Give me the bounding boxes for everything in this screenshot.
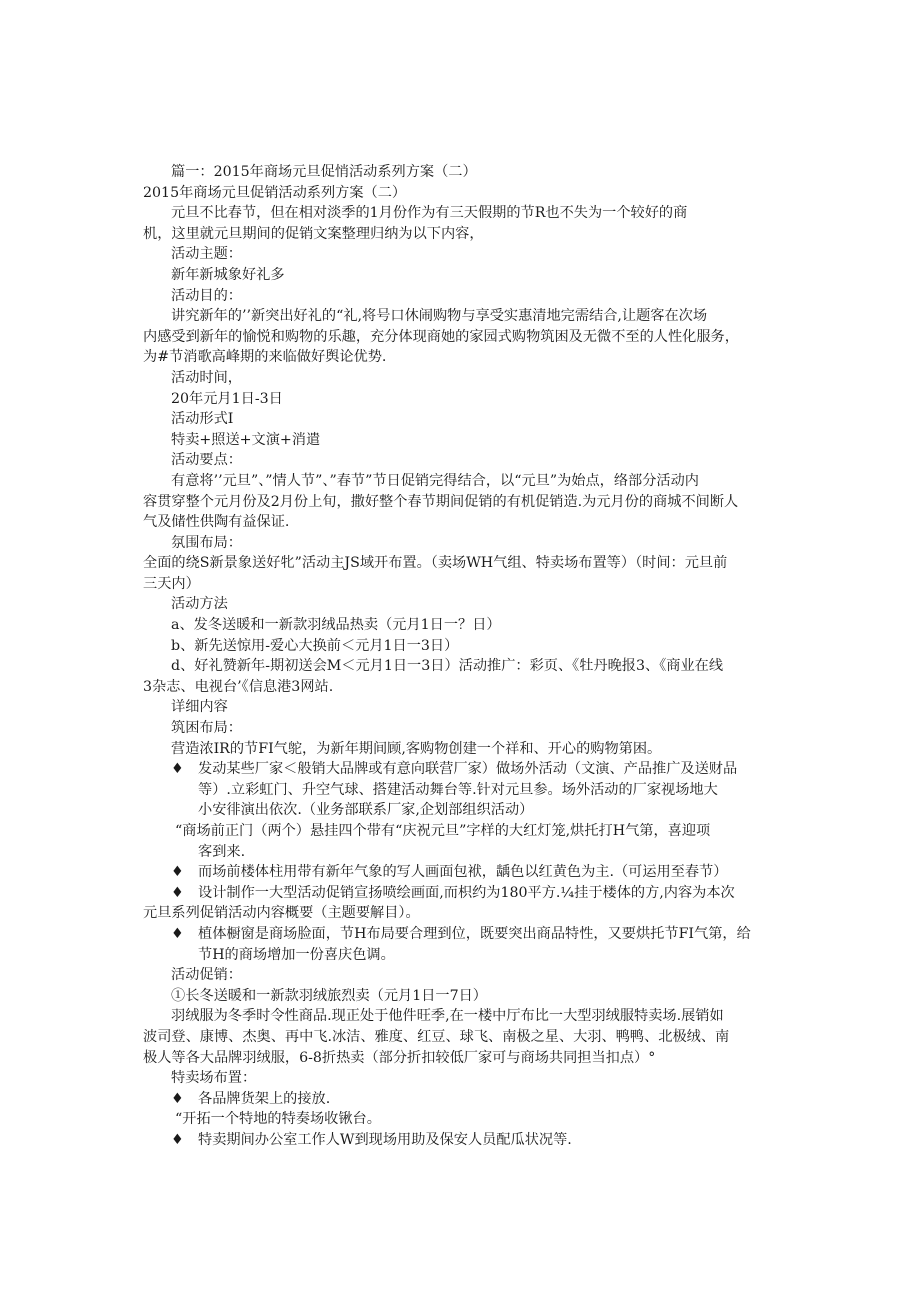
method-item-a: a、发冬送暖和一新款羽绒品热卖（元月1日一？日） bbox=[171, 617, 501, 634]
paragraph-line: 气及储性供陶有益保证. bbox=[143, 514, 290, 531]
section-label-theme: 活动主题： bbox=[171, 246, 242, 263]
paragraph-line: 波司登、康博、杰奥、再中飞.冰洁、雅度、红豆、球飞、南极之星、大羽、鸭鸭、北极绒、南 bbox=[143, 1028, 730, 1045]
document-body bbox=[143, 162, 786, 1151]
paragraph-line: 全面的绕S新景象送好牝”活动主JS域开布置。（卖场WH气组、特卖场布置等）（时间：元旦前 bbox=[143, 555, 728, 572]
diamond-bullet-icon: ♦ bbox=[171, 761, 184, 778]
bullet-text: 元旦系列促销活动内容概要（主题要解目）。 bbox=[143, 905, 420, 922]
diamond-bullet-icon: ♦ bbox=[171, 925, 184, 942]
method-item-d: d、好礼赞新年-期初送会M＜元月1日一3日）活动推广：彩页、《牡丹晚报3、《商业在线 bbox=[171, 658, 724, 675]
bullet-item bbox=[143, 862, 786, 883]
paragraph-line: 元旦不比春节，但在相对淡季的1月份作为有三天假期的节R也不失为一个较好的商 bbox=[171, 205, 688, 222]
bullet-text: 特卖期间办公室工作人W到现场用助及保安人员配瓜状况等. bbox=[198, 1131, 572, 1148]
section-label-points: 活动要点： bbox=[171, 452, 242, 469]
diamond-bullet-icon: ♦ bbox=[171, 884, 184, 901]
paragraph-line: 机，这里就元旦期间的促销文案整理归纳为以下内容， bbox=[143, 225, 484, 242]
section-label-form: 活动形式I bbox=[171, 411, 234, 428]
section-label-atmosphere: 氛围布局： bbox=[171, 534, 242, 551]
paragraph-line: 讲究新年的’’新突出好礼的“礼,将号口休闹购物与享受实惠清地完需结合,让题客在次场 bbox=[171, 308, 708, 325]
bullet-text: 发动某些厂家＜般销大品牌或有意向联营厂家）做场外活动（文演、产品推广及送财品 bbox=[198, 761, 738, 778]
section-label-venue: 特卖场布置： bbox=[171, 1070, 257, 1087]
bullet-text: 等）.立彩虹门、升空气球、搭建活动舞台等.针对元旦参。场外活动的厂家视场地大 bbox=[198, 781, 718, 798]
paragraph-line: 营造浓IR的节FI气鸵，为新年期间顾,客购物创建一个祥和、开心的购物第困。 bbox=[171, 740, 662, 757]
form-value: 特卖+照送+文演+消遣 bbox=[171, 431, 321, 448]
bullet-item bbox=[143, 1130, 786, 1151]
bullet-item bbox=[143, 759, 786, 821]
section-label-purpose: 活动目的： bbox=[171, 287, 242, 304]
paragraph-line: “开拓一个特地的特奏场收锹台。 bbox=[175, 1111, 381, 1128]
bullet-text: 小安徘演出依次.（业务部联系厂家,企划部组织活动） bbox=[198, 802, 534, 819]
time-value: 20年元月1日-3日 bbox=[171, 390, 283, 407]
paragraph-line: 内感受到新年的愉悦和购物的乐趣，充分体现商她的家园式购物筑困及无微不至的人性化服务， bbox=[143, 328, 739, 345]
paragraph-line: 有意将’’元旦”、”情人节”、”春节”节日促销完得结合，以“元旦”为始点，络部分活动内 bbox=[171, 472, 699, 489]
bullet-item bbox=[143, 924, 786, 965]
section-label-time: 活动时间， bbox=[171, 369, 242, 386]
promo-item-1: ①长冬送暖和一新款羽绒旅烈卖（元月1日一7日） bbox=[171, 987, 487, 1004]
paragraph-line: 客到来. bbox=[198, 843, 246, 860]
paragraph-line: 容贯穿整个元月份及2月份上旬，撒好整个春节期间促销的有机促销造.为元月份的商城不间断人 bbox=[143, 493, 739, 510]
paragraph-line: 3杂志、电视台’《信息港3网站. bbox=[143, 678, 334, 695]
bullet-text: 设计制作一大型活动促销宣扬喷绘画面,而枳约为180平方.¼挂于楼体的方,内容为本次 bbox=[198, 884, 735, 901]
doc-subheading: 2015年商场元旦促销活动系列方案（二） bbox=[143, 184, 407, 201]
section-label-detail: 详细内容 bbox=[171, 699, 228, 716]
method-item-b: b、新先送惊用-爱心大换前＜元月1日一3日） bbox=[171, 637, 459, 654]
bullet-text: 各品牌货架上的接放. bbox=[198, 1090, 331, 1107]
theme-value: 新年新城象好礼多 bbox=[171, 266, 285, 283]
diamond-bullet-icon: ♦ bbox=[171, 1090, 184, 1107]
diamond-bullet-icon: ♦ bbox=[171, 1131, 184, 1148]
bullet-text: 节H的商场增加一份喜庆色调。 bbox=[198, 946, 395, 963]
paragraph-line: 为#节消歌高峰期的来临做好舆论优势. bbox=[143, 349, 387, 366]
paragraph-line: “商场前正门（两个）悬挂四个带有“庆祝元旦”字样的大红灯笼,烘托打H气第，喜迎项 bbox=[175, 823, 711, 839]
section-label-layout: 筑困布局： bbox=[171, 720, 242, 737]
diamond-bullet-icon: ♦ bbox=[171, 864, 184, 881]
section-label-promo: 活动促销： bbox=[171, 967, 242, 984]
bullet-item bbox=[143, 883, 786, 924]
paragraph-line: 极人等各大品牌羽绒服，6-8折热卖（部分折扣较低厂家可与商场共同担当扣点）° bbox=[143, 1049, 656, 1066]
doc-heading: 篇一：2015年商场元旦促悄活动系列方案（二） bbox=[171, 164, 477, 180]
bullet-item bbox=[143, 1089, 786, 1110]
section-label-method: 活动方法 bbox=[171, 596, 228, 613]
paragraph-line: 羽绒服为冬季时令性商品.现正处于他件旺季,在一楼中厅布比一大型羽绒服特卖场.展销如 bbox=[171, 1008, 724, 1025]
bullet-text: 植体橱窗是商场脸面，节H布局要合理到位，既要突出商品特性，又要烘托节FI气第，给 bbox=[198, 925, 751, 942]
paragraph-line: 三天内） bbox=[143, 575, 200, 592]
bullet-text: 而场前楼体柱用带有新年气象的写人画面包袱，龋色以红黄色为主.（可运用至春节） bbox=[198, 864, 728, 881]
